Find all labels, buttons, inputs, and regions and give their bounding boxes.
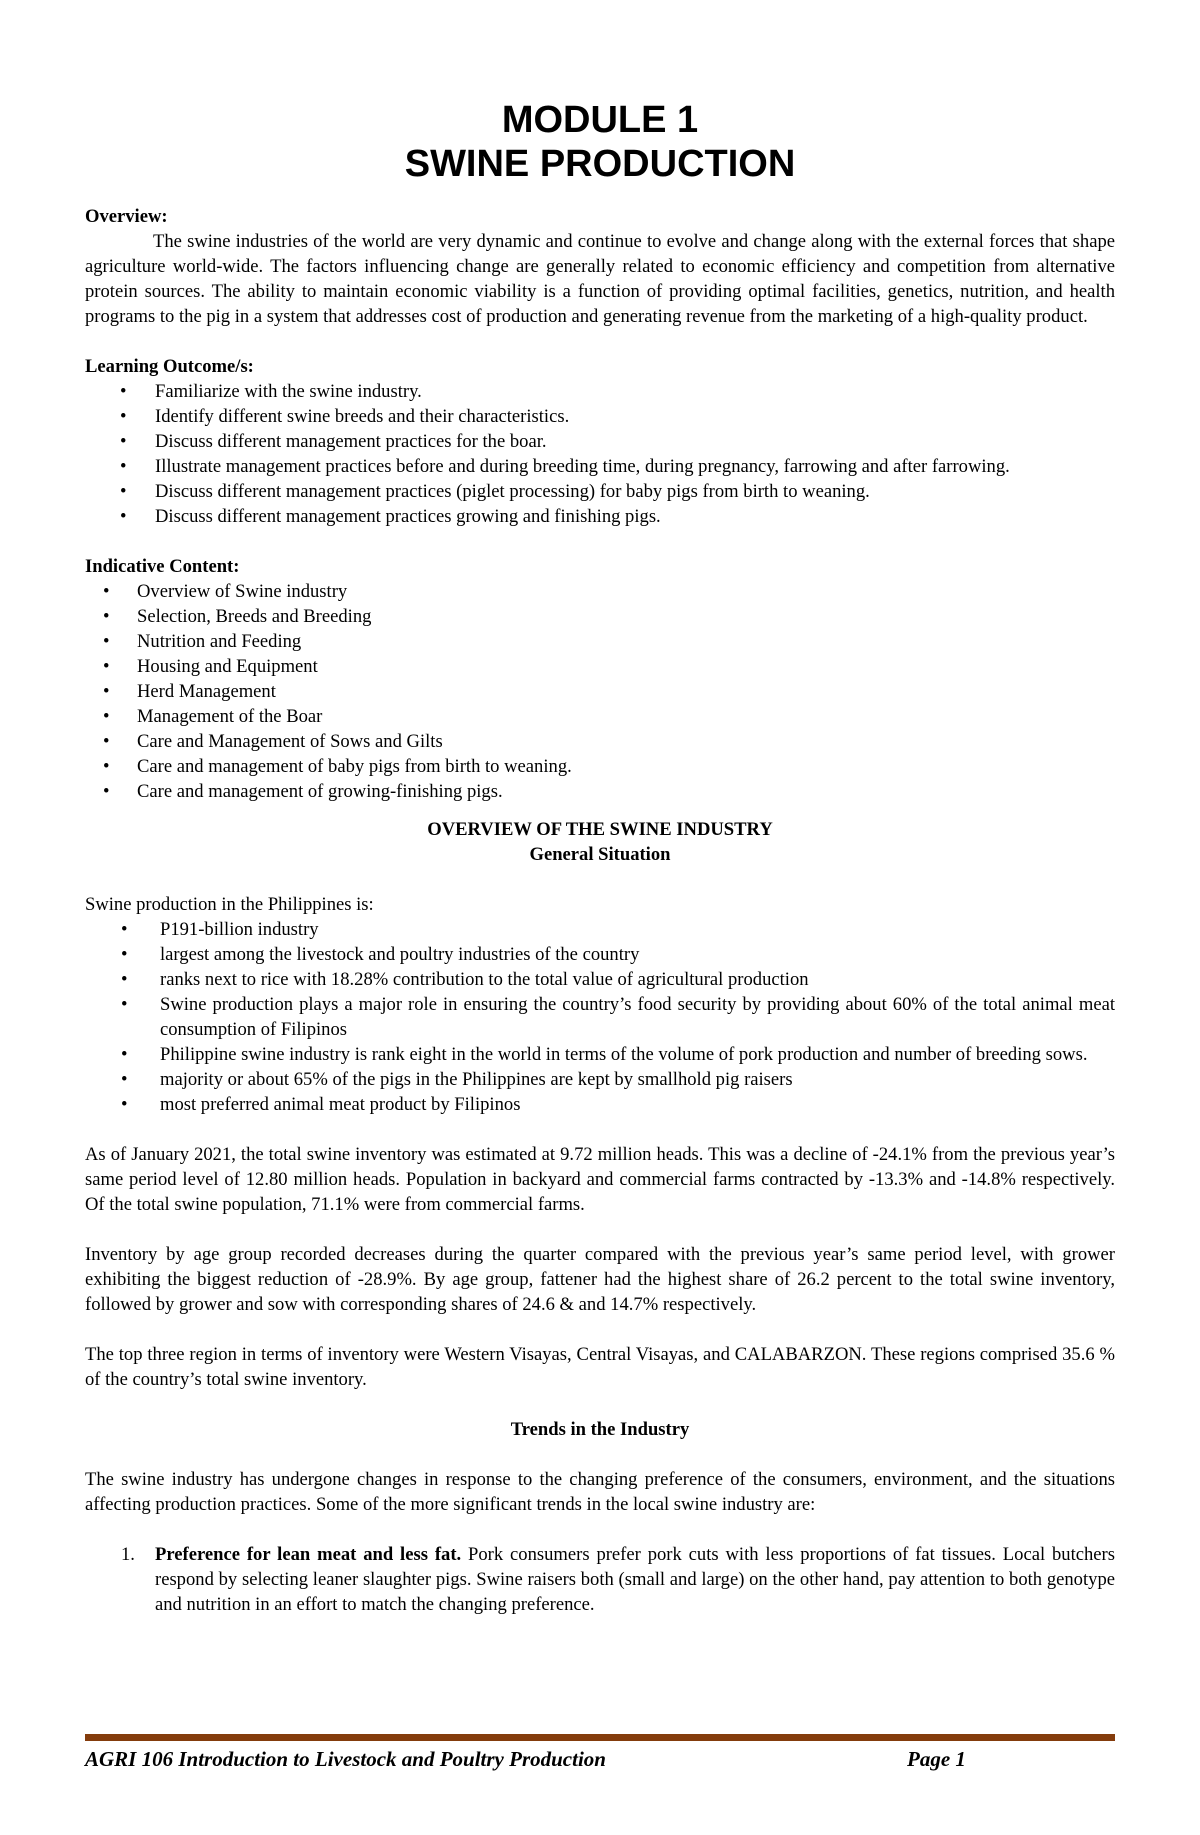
bullet-icon: • — [103, 731, 110, 752]
list-item: • Philippine swine industry is rank eight in the world in terms of the volume of pork production and number of breeding sows. — [121, 1044, 1088, 1065]
overview-heading: Overview: — [85, 206, 168, 227]
bullet-icon: • — [121, 1044, 128, 1065]
inventory-paragraph: As of January 2021, the total swine inventory was estimated at 9.72 million heads. This was a decline of -24.1% from the previous year’s same period level of 12.80 million heads. Population in backyard and commercial farms contracted by -13.3% and -14.8% respectively. Of the total swine population, 71.1% were from commercial farms. — [85, 1144, 1115, 1215]
list-item: • Identify different swine breeds and their characteristics. — [120, 406, 570, 427]
list-item: • Herd Management — [103, 681, 276, 702]
bullet-icon: • — [120, 381, 127, 402]
bullet-icon: • — [120, 431, 127, 452]
list-item: • Care and management of baby pigs from birth to weaning. — [103, 756, 572, 777]
bullet-icon: • — [121, 919, 128, 940]
page-content — [85, 98, 1115, 1617]
list-item: • most preferred animal meat product by Filipinos — [121, 1094, 521, 1115]
bullet-icon: • — [103, 681, 110, 702]
indicative-content-heading: Indicative Content: — [85, 556, 240, 577]
bullet-icon: • — [103, 631, 110, 652]
trend-title: Preference for lean meat and less fat. — [155, 1544, 462, 1565]
footer-page-number: Page 1 — [907, 1747, 966, 1771]
bullet-icon: • — [121, 944, 128, 965]
section-heading: OVERVIEW OF THE SWINE INDUSTRY — [427, 819, 773, 840]
indicative-content-list — [85, 579, 1115, 804]
list-item: • Overview of Swine industry — [103, 581, 348, 602]
overview-text: The swine industries of the world are very dynamic and continue to evolve and change along with the external forces that shape agriculture world-wide. The factors influencing change are generally related to economic efficiency and competition from alternative protein sources. The ability to maintain economic viability is a function of providing optimal facilities, genetics, nutrition, and health programs to the pig in a system that addresses cost of production and generating revenue from the marketing of a high-quality product. — [85, 231, 1115, 327]
bullet-icon: • — [121, 1094, 128, 1115]
swine-facts-list — [85, 917, 1115, 1117]
bullet-icon: • — [120, 506, 127, 527]
list-item: 1. Preference for lean meat and less fat. Pork consumers prefer pork cuts with less proportions of fat tissues. Local butchers respond by selecting leaner slaughter pigs. Swine raisers both (small and large) on the other hand, pay attention to both genotype and nutrition in an effort to match the changing preference. — [121, 1544, 1115, 1615]
list-item: • Management of the Boar — [103, 706, 323, 727]
bullet-icon: • — [103, 581, 110, 602]
module-title — [85, 98, 1115, 186]
bullet-icon: • — [121, 969, 128, 990]
bullet-icon: • — [103, 756, 110, 777]
bullet-icon: • — [120, 481, 127, 502]
section-subheading: General Situation — [529, 844, 671, 865]
list-item: • Familiarize with the swine industry. — [120, 381, 422, 402]
bullet-icon: • — [120, 456, 127, 477]
list-item: • Housing and Equipment — [103, 656, 318, 677]
bullet-icon: • — [103, 656, 110, 677]
list-item: • Care and management of growing-finishing pigs. — [103, 781, 503, 802]
module-title-line1: MODULE 1 — [501, 99, 699, 141]
list-item: • P191-billion industry — [121, 919, 319, 940]
list-item: • largest among the livestock and poultry industries of the country — [121, 944, 640, 965]
age-group-paragraph: Inventory by age group recorded decreases during the quarter compared with the previous year’s same period level, with grower exhibiting the biggest reduction of -28.9%. By age group, fattener had the highest share of 26.2 percent to the total swine inventory, followed by grower and sow with corresponding shares of 24.6 & and 14.7% respectively. — [85, 1244, 1115, 1315]
learning-outcomes-heading: Learning Outcome/s: — [85, 356, 254, 377]
list-item: • majority or about 65% of the pigs in the Philippines are kept by smallhold pig raisers — [121, 1069, 793, 1090]
learning-outcomes-list — [85, 379, 1115, 529]
list-item: • Illustrate management practices before and during breeding time, during pregnancy, farrowing and after farrowing. — [120, 456, 1010, 477]
footer-course: AGRI 106 Introduction to Livestock and Poultry Production — [85, 1747, 606, 1771]
bullet-icon: • — [103, 606, 110, 627]
trends-heading: Trends in the Industry — [510, 1419, 690, 1440]
list-item: • Selection, Breeds and Breeding — [103, 606, 372, 627]
list-item: • Discuss different management practices for the boar. — [120, 431, 547, 452]
bullet-icon: • — [103, 781, 110, 802]
list-item: • Nutrition and Feeding — [103, 631, 302, 652]
footer-divider — [85, 1734, 1115, 1741]
region-paragraph: The top three region in terms of inventory were Western Visayas, Central Visayas, and CALABARZON. These regions comprised 35.6 % of the country’s total swine inventory. — [85, 1344, 1115, 1390]
trends-list — [85, 1542, 1115, 1617]
module-title-line2: SWINE PRODUCTION — [404, 143, 796, 185]
bullet-icon: • — [103, 706, 110, 727]
bullet-icon: • — [121, 1069, 128, 1090]
list-item: • Discuss different management practices (piglet processing) for baby pigs from birth to weaning. — [120, 481, 870, 502]
list-item: • Discuss different management practices growing and finishing pigs. — [120, 506, 661, 527]
swine-intro: Swine production in the Philippines is: — [85, 894, 374, 915]
bullet-icon: • — [120, 406, 127, 427]
list-item: • ranks next to rice with 18.28% contribution to the total value of agricultural production — [121, 969, 809, 990]
trends-intro: The swine industry has undergone changes in response to the changing preference of the consumers, environment, and the situations affecting production practices. Some of the more significant trends in the local swine industry are: — [85, 1469, 1115, 1515]
list-item: • Swine production plays a major role in ensuring the country’s food security by providing about 60% of the total animal meat consumption of Filipinos — [121, 994, 1115, 1040]
list-item: • Care and Management of Sows and Gilts — [103, 731, 443, 752]
bullet-icon: • — [121, 994, 128, 1015]
trend-text: Pork consumers prefer pork cuts with less proportions of fat tissues. Local butchers respond by selecting leaner slaughter pigs. Swine raisers both (small and large) on the other hand, pay attention to both genotype and nutrition in an effort to match the changing preference. — [155, 1544, 1115, 1615]
